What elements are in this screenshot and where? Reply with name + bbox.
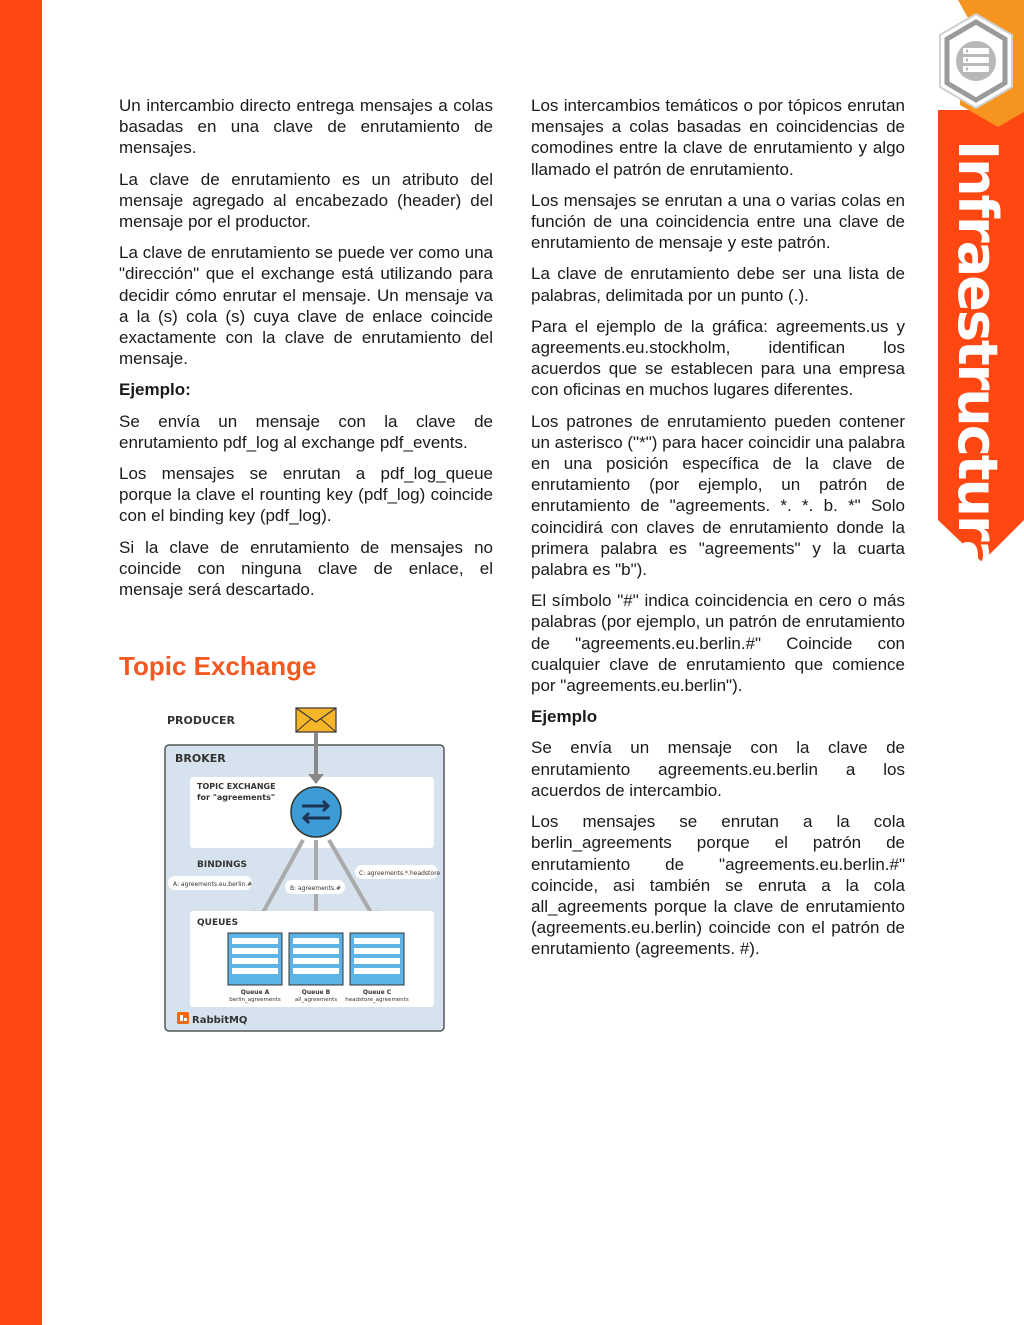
left-accent-bar [0,0,42,1325]
producer-label: PRODUCER [167,714,236,727]
paragraph: Un intercambio directo entrega mensajes a colas basadas en una clave de enrutamiento de mensajes. [119,96,493,158]
server-stack-icon [938,0,1024,130]
paragraph: Si la clave de enrutamiento de mensajes no coincide con ninguna clave de enlace, el mensaje será descartado. [119,537,493,600]
queue-a-name: Queue A [240,989,270,996]
paragraph: Para el ejemplo de la gráfica: agreements.us y agreements.eu.stockholm, identifican los acuerdos que se establecen para una empresa con oficinas en muchos lugares diferentes. [531,316,905,400]
example-heading: Ejemplo [531,707,598,727]
example-heading: Ejemplo: [119,380,191,400]
paragraph: Se envía un mensaje con la clave de enrutamiento agreements.eu.berlin a los acuerdos de intercambio. [531,738,905,800]
binding-b-label: B: agreements.# [290,885,341,892]
rabbitmq-logo-text: RabbitMQ [192,1015,248,1026]
envelope-icon [296,708,336,732]
paragraph: El símbolo "#" indica coincidencia en cero o más palabras (por ejemplo, un patrón de enrutamiento de "agreements.eu.berlin.#" Coincide con cualquier clave de enrutamiento que comience por "agreements.eu.berlin"). [531,591,905,696]
paragraph: La clave de enrutamiento debe ser una lista de palabras, delimitada por un punto (.). [531,264,905,305]
queues-label: QUEUES [197,918,239,928]
paragraph: La clave de enrutamiento es un atributo del mensaje agregado al encabezado (header) del mensaje por el productor. [119,169,493,232]
queue-c-sub: headstore_agreements [345,997,409,1003]
banner-label: Infraestructura [946,140,1009,575]
paragraph: Los mensajes se enrutan a pdf_log_queue porque la clave el rounting key (pdf_log) coincide con el binding key (pdf_log). [119,464,493,526]
queue-a-icon [228,933,282,985]
paragraph: Los mensajes se enrutan a una o varias colas en función de una coincidencia entre una clave de enrutamiento de mensaje y este patrón. [531,190,905,253]
paragraph: Los intercambios temáticos o por tópicos enrutan mensajes a colas basadas en coincidencias de comodines entre la clave de enrutamiento y algo llamado el patrón de enrutamiento. [531,96,905,179]
queue-c-icon [350,933,404,985]
binding-a-label: A: agreements.eu.berlin.# [173,881,253,888]
queue-b-sub: all_agreements [294,997,338,1003]
bindings-label: BINDINGS [197,860,247,870]
queue-b-icon [289,933,343,985]
right-text-column [531,95,905,970]
queue-b-name: Queue B [301,989,331,996]
queue-a-sub: berlin_agreements [229,997,281,1003]
left-text-column [119,95,493,610]
diagram-svg [160,700,450,1036]
paragraph: La clave de enrutamiento se puede ver como una "dirección" que el exchange está utilizando para decidir cómo enrutar el mensaje. Un mensaje va a la (s) cola (s) cuya clave de enlace coincide exactamente con la clave de enrutamiento del mensaje. [119,243,493,369]
section-title: Topic Exchange [119,651,317,681]
broker-label: BROKER [175,752,226,765]
exchange-icon [291,787,341,837]
paragraph: Se envía un mensaje con la clave de enrutamiento pdf_log al exchange pdf_events. [119,411,493,452]
paragraph: Los patrones de enrutamiento pueden contener un asterisco ("*") para hacer coincidir una palabra en una posición específica de la clave de enrutamiento (por ejemplo, un patrón de enrutamiento de "agreements. *. *. b. *" Solo coincidirá con claves de enrutamiento donde la primera palabra es "agreements" y la cuarta palabra es "b"). [531,411,905,580]
exchange-label: TOPIC EXCHANGE [197,782,276,791]
binding-c-label: C: agreements.*.headstore [359,870,441,877]
banner-label-box [937,140,1017,575]
rabbitmq-logo-icon [177,1012,189,1024]
exchange-sublabel: for "agreements" [197,793,276,802]
topic-exchange-diagram [160,700,450,1036]
queue-c-name: Queue C [362,989,392,996]
paragraph: Los mensajes se enrutan a la cola berlin_agreements porque el patrón de enrutamiento de "agreements.eu.berlin.#" coincide, asi también se enruta a la cola all_agreements porque la clave de enrutamiento (agreements.eu.berlin) coincide con el patrón de enrutamiento (agreements. #). [531,812,905,959]
